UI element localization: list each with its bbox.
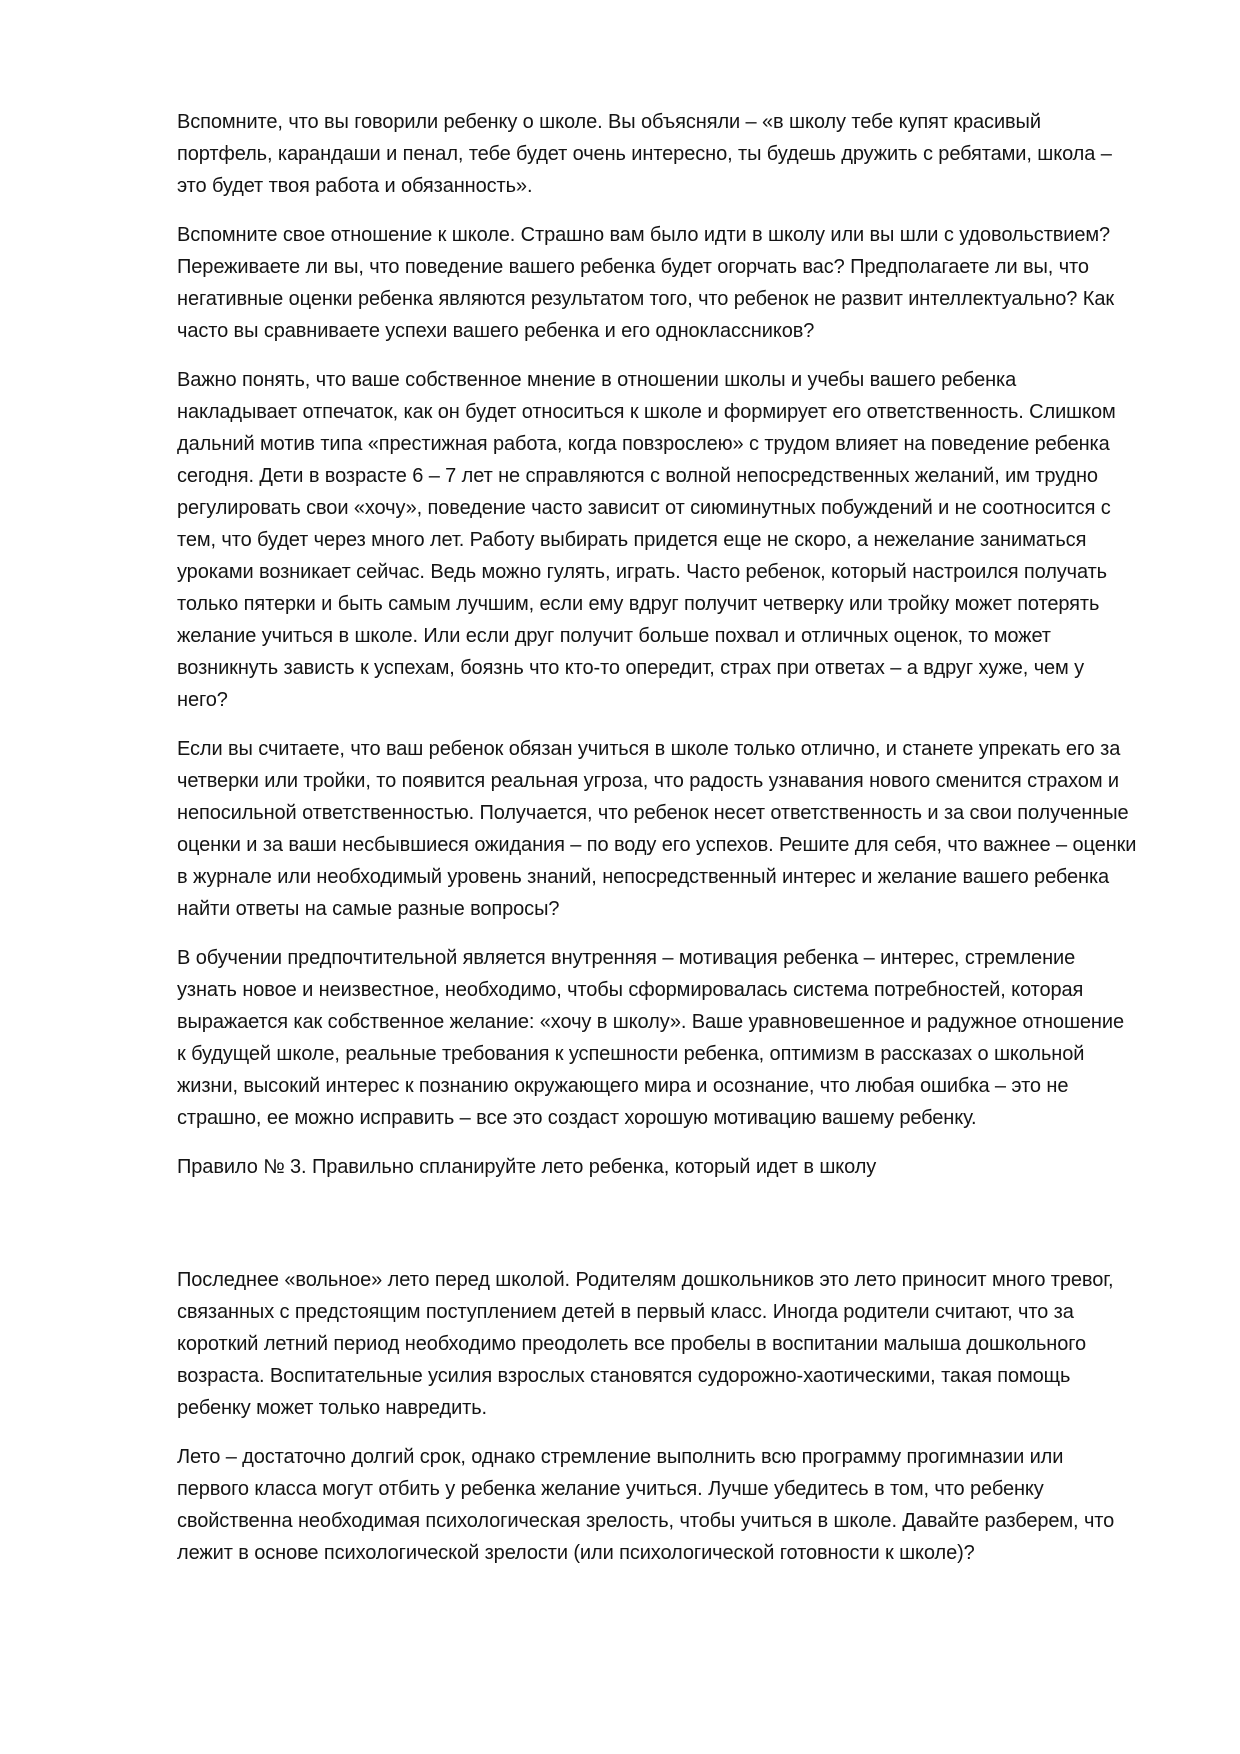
paragraph-parent-opinion: Важно понять, что ваше собственное мнение в отношении школы и учебы вашего ребенка накладывает отпечаток, как он будет относиться к школе и формирует его ответственность. Слишком дальний мотив типа «престижная работа, когда повзрослею» с трудом влияет на поведение ребенка сегодня. Дети в возрасте 6 – 7 лет не справляются с волной непосредственных желаний, им трудно регулировать свои «хочу», поведение часто зависит от сиюминутных побуждений и не соотносится с тем, что будет через много лет. Работу выбирать придется еще не скоро, а нежелание заниматься уроками возникает сейчас. Ведь можно гулять, играть. Часто ребенок, который настроился получать только пятерки и быть самым лучшим, если ему вдруг получит четверку или тройку может потерять желание учиться в школе. Или если друг получит больше похвал и отличных оценок, то может возникнуть зависть к успехам, боязнь что кто-то опередит, страх при ответах – а вдруг хуже, чем у него? [177,369,1116,711]
paragraph-school-talk: Вспомните, что вы говорили ребенку о школе. Вы объясняли – «в школу тебе купят красивый портфель, карандаши и пенал, тебе будет очень интересно, ты будешь дружить с ребятами, школа – это будет твоя работа и обязанность». [177,111,1112,197]
paragraph-psychological-maturity: Лето – достаточно долгий срок, однако стремление выполнить всю программу прогимназии или первого класса могут отбить у ребенка желание учиться. Лучше убедитесь в том, что ребенку свойственна необходимая психологическая зрелость, чтобы учиться в школе. Давайте разберем, что лежит в основе психологической зрелости (или психологической готовности к школе)? [177,1446,1115,1564]
paragraph-grades-pressure: Если вы считаете, что ваш ребенок обязан учиться в школе только отлично, и станете упрекать его за четверки или тройки, то появится реальная угроза, что радость узнавания нового сменится страхом и непосильной ответственностью. Получается, что ребенок несет ответственность и за свои полученные оценки и за ваши несбывшиеся ожидания – по воду его успехов. Решите для себя, что важнее – оценки в журнале или необходимый уровень знаний, непосредственный интерес и желание вашего ребенка найти ответы на самые разные вопросы? [177,738,1137,920]
paragraph-internal-motivation: В обучении предпочтительной является внутренняя – мотивация ребенка – интерес, стремление узнать новое и неизвестное, необходимо, чтобы сформировалась система потребностей, которая выражается как собственное желание: «хочу в школу». Ваше уравновешенное и радужное отношение к будущей школе, реальные требования к успешности ребенка, оптимизм в рассказах о школьной жизни, высокий интерес к познанию окружающего мира и осознание, что любая ошибка – это не страшно, ее можно исправить – все это создаст хорошую мотивацию вашему ребенку. [177,947,1124,1129]
page-content [177,106,1137,1569]
paragraph-attitude-questions: Вспомните свое отношение к школе. Страшно вам было идти в школу или вы шли с удовольствием? Переживаете ли вы, что поведение вашего ребенка будет огорчать вас? Предполагаете ли вы, что негативные оценки ребенка являются результатом того, что ребенок не развит интеллектуально? Как часто вы сравниваете успехи вашего ребенка и его одноклассников? [177,224,1115,342]
paragraph-last-summer: Последнее «вольное» лето перед школой. Родителям дошкольников это лето приносит много тревог, связанных с предстоящим поступлением детей в первый класс. Иногда родители считают, что за короткий летний период необходимо преодолеть все пробелы в воспитании малыша дошкольного возраста. Воспитательные усилия взрослых становятся судорожно-хаотическими, такая помощь ребенку может только навредить. [177,1269,1114,1419]
rule-heading: Правило № 3. Правильно спланируйте лето ребенка, который идет в школу [177,1156,877,1178]
